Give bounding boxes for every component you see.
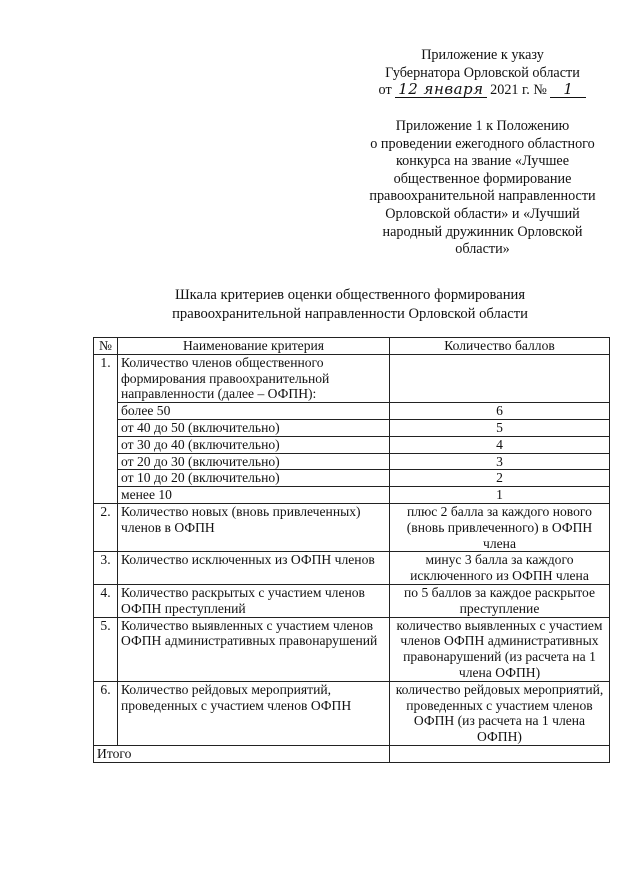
table-subrow: [94, 436, 610, 453]
sub-points: 2: [390, 470, 610, 487]
criterion-cell: Количество новых (вновь привлеченных) членов в ОФПН: [118, 503, 390, 551]
regulation-header-line: правоохранительной направленности: [369, 188, 596, 205]
regulation-header-line: конкурса на звание «Лучшее: [395, 153, 570, 170]
points-cell: [390, 354, 610, 402]
table-subrow: [94, 487, 610, 504]
table-subrow: [94, 453, 610, 470]
date-suffix: 2021 г. №: [490, 82, 547, 99]
criterion-cell: Количество выявленных с участием членов ОФПН административных правонарушений: [118, 617, 390, 681]
criterion-cell: Количество раскрытых с участием членов ОФПН преступлений: [118, 584, 390, 617]
total-row: [94, 745, 610, 762]
sub-points: 3: [390, 453, 610, 470]
appendix-header-line2: Губернатора Орловской области: [385, 64, 580, 81]
sub-label: более 50: [118, 403, 390, 420]
points-cell: минус 3 балла за каждого исключенного из ОФПН члена: [390, 552, 610, 585]
total-value: [390, 745, 610, 762]
title-line2: правоохранительной направленности Орловской области: [172, 306, 528, 322]
table-row: [94, 503, 610, 551]
sub-points: 5: [390, 419, 610, 436]
appendix-header: [330, 47, 635, 100]
sub-label: от 40 до 50 (включительно): [118, 419, 390, 436]
regulation-header-line: области»: [455, 241, 510, 258]
criteria-table: [93, 337, 610, 763]
header-criterion: Наименование критерия: [118, 338, 390, 355]
criterion-cell: Количество исключенных из ОФПН членов: [118, 552, 390, 585]
sub-label: от 10 до 20 (включительно): [118, 470, 390, 487]
table-row: [94, 552, 610, 585]
regulation-header-line: народный дружинник Орловской: [382, 223, 583, 240]
total-label: Итого: [94, 745, 390, 762]
table-row: [94, 354, 610, 402]
row-number: 3.: [94, 552, 118, 585]
sub-points: 6: [390, 403, 610, 420]
criterion-cell: Количество рейдовых мероприятий, проведенных с участием членов ОФПН: [118, 681, 390, 745]
sub-label: от 30 до 40 (включительно): [118, 436, 390, 453]
document-title: [90, 286, 610, 324]
criterion-cell: Количество членов общественного формирования правоохранительной направленности (далее – ОФПН):: [118, 354, 390, 402]
handwritten-number: 1: [550, 82, 586, 98]
table-subrow: [94, 419, 610, 436]
header-number: №: [94, 338, 118, 355]
table-row: [94, 681, 610, 745]
row-number: 1.: [94, 354, 118, 503]
regulation-header-line: Орловской области» и «Лучший: [385, 205, 580, 222]
sub-points: 4: [390, 436, 610, 453]
sub-label: менее 10: [118, 487, 390, 504]
appendix-header-line1: Приложение к указу: [421, 47, 544, 63]
title-line1: Шкала критериев оценки общественного формирования: [174, 287, 526, 303]
table-row: [94, 617, 610, 681]
table-subrow: [94, 470, 610, 487]
regulation-header-line: Приложение 1 к Положению: [395, 118, 570, 134]
regulation-header-line: общественное формирование: [393, 170, 572, 187]
points-cell: количество выявленных с участием членов ОФПН административных правонарушений (из расчета на 1 члена ОФПН): [390, 617, 610, 681]
header-points: Количество баллов: [390, 338, 610, 355]
regulation-header-line: о проведении ежегодного областного: [370, 135, 595, 152]
table-row: [94, 584, 610, 617]
date-prefix: от: [378, 82, 392, 99]
sub-label: от 20 до 30 (включительно): [118, 453, 390, 470]
regulation-header: [330, 118, 635, 259]
points-cell: плюс 2 балла за каждого нового (вновь привлеченного) в ОФПН члена: [390, 503, 610, 551]
row-number: 2.: [94, 503, 118, 551]
sub-points: 1: [390, 487, 610, 504]
points-cell: количество рейдовых мероприятий, проведенных с участием членов ОФПН (из расчета на 1 члена ОФПН): [390, 681, 610, 745]
table-header-row: [94, 338, 610, 355]
appendix-header-date-line: [330, 82, 635, 100]
handwritten-date: 12 января: [395, 82, 486, 98]
row-number: 5.: [94, 617, 118, 681]
points-cell: по 5 баллов за каждое раскрытое преступление: [390, 584, 610, 617]
row-number: 4.: [94, 584, 118, 617]
row-number: 6.: [94, 681, 118, 745]
table-subrow: [94, 403, 610, 420]
